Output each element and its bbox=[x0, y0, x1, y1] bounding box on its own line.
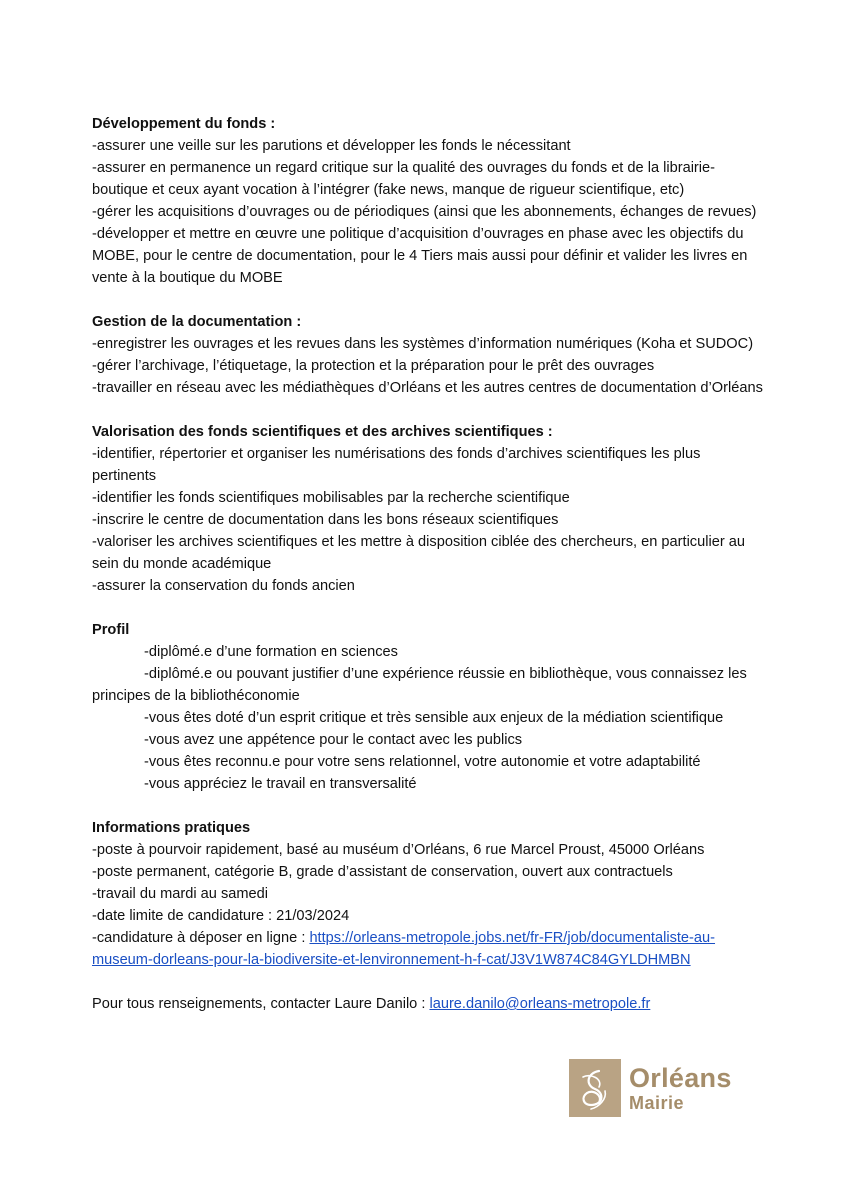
section-title-infos: Informations pratiques bbox=[92, 820, 251, 836]
fonds-line: -développer et mettre en œuvre une politique d’acquisition d’ouvrages en phase avec les objectifs du bbox=[92, 226, 744, 242]
fonds-line: MOBE, pour le centre de documentation, pour le 4 Tiers mais aussi pour définir et valider les livres en bbox=[92, 248, 748, 264]
infos-line: -travail du mardi au samedi bbox=[92, 886, 269, 902]
profil-line: -vous êtes reconnu.e pour votre sens relationnel, votre autonomie et votre adaptabilité bbox=[144, 754, 701, 770]
document-body bbox=[92, 113, 772, 1015]
profil-line: -diplômé.e d’une formation en sciences bbox=[144, 644, 398, 660]
gestion-line: -gérer l’archivage, l’étiquetage, la protection et la préparation pour le prêt des ouvrages bbox=[92, 358, 655, 374]
fonds-line: boutique et ceux ayant vocation à l’intégrer (fake news, manque de rigueur scientifique, etc) bbox=[92, 182, 685, 198]
apply-prefix: -candidature à déposer en ligne : bbox=[92, 930, 310, 946]
infos-line: -poste permanent, catégorie B, grade d’assistant de conservation, ouvert aux contractuels bbox=[92, 864, 673, 880]
fonds-line: vente à la boutique du MOBE bbox=[92, 270, 283, 286]
orleans-mairie-logo bbox=[569, 1059, 739, 1117]
valorisation-line: -assurer la conservation du fonds ancien bbox=[92, 578, 355, 594]
infos-line: -date limite de candidature : 21/03/2024 bbox=[92, 908, 350, 924]
profil-line: -vous appréciez le travail en transversalité bbox=[144, 776, 417, 792]
gestion-line: -travailler en réseau avec les médiathèques d’Orléans et les autres centres de documentation d’Orléans bbox=[92, 380, 763, 396]
profil-line: -diplômé.e ou pouvant justifier d’une expérience réussie en bibliothèque, vous connaissez les bbox=[144, 666, 747, 682]
contact-email-link[interactable]: laure.danilo@orleans-metropole.fr bbox=[429, 996, 651, 1012]
apply-link-continued[interactable]: museum-dorleans-pour-la-biodiversite-et-lenvironnement-h-f-cat/J3V1W874C84GYLDHMBN bbox=[92, 952, 691, 968]
section-title-fonds: Développement du fonds : bbox=[92, 116, 276, 132]
profil-line: principes de la bibliothéconomie bbox=[92, 688, 300, 704]
apply-line-cont bbox=[92, 949, 772, 971]
valorisation-line: pertinents bbox=[92, 468, 157, 484]
logo-mark-icon bbox=[569, 1059, 621, 1117]
infos-line: -poste à pourvoir rapidement, basé au muséum d’Orléans, 6 rue Marcel Proust, 45000 Orléans bbox=[92, 842, 705, 858]
section-title-valorisation: Valorisation des fonds scientifiques et des archives scientifiques : bbox=[92, 424, 553, 440]
fonds-line: -assurer une veille sur les parutions et développer les fonds le nécessitant bbox=[92, 138, 571, 154]
fonds-line: -assurer en permanence un regard critique sur la qualité des ouvrages du fonds et de la librairie- bbox=[92, 160, 716, 176]
apply-link[interactable]: https://orleans-metropole.jobs.net/fr-FR/job/documentaliste-au- bbox=[309, 930, 716, 946]
valorisation-line: -identifier les fonds scientifiques mobilisables par la recherche scientifique bbox=[92, 490, 570, 506]
profil-line: -vous avez une appétence pour le contact avec les publics bbox=[144, 732, 523, 748]
logo-city: Orléans bbox=[629, 1062, 732, 1093]
section-title-profil: Profil bbox=[92, 622, 130, 638]
contact-prefix: Pour tous renseignements, contacter Laure Danilo : bbox=[92, 996, 430, 1012]
contact-line bbox=[92, 993, 772, 1015]
gestion-line: -enregistrer les ouvrages et les revues dans les systèmes d’information numériques (Koha et SUDOC) bbox=[92, 336, 754, 352]
section-title-gestion: Gestion de la documentation : bbox=[92, 314, 302, 330]
logo-text bbox=[629, 1062, 732, 1113]
logo-mairie: Mairie bbox=[629, 1092, 685, 1113]
fonds-line: -gérer les acquisitions d’ouvrages ou de périodiques (ainsi que les abonnements, échanges de revues) bbox=[92, 204, 757, 220]
valorisation-line: sein du monde académique bbox=[92, 556, 272, 572]
profil-line: -vous êtes doté d’un esprit critique et très sensible aux enjeux de la médiation scientifique bbox=[144, 710, 724, 726]
valorisation-line: -valoriser les archives scientifiques et les mettre à disposition ciblée des chercheurs, en particulier au bbox=[92, 534, 745, 550]
valorisation-line: -inscrire le centre de documentation dans les bons réseaux scientifiques bbox=[92, 512, 559, 528]
apply-line bbox=[92, 927, 772, 949]
valorisation-line: -identifier, répertorier et organiser les numérisations des fonds d’archives scientifiques les plus bbox=[92, 446, 701, 462]
